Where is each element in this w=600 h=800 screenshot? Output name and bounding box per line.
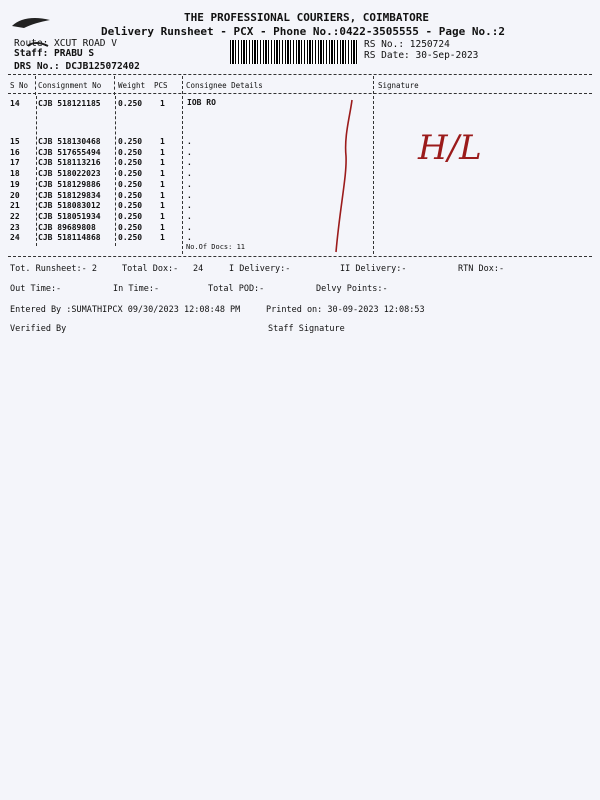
drs-number: DRS No.: DCJB125072402 <box>14 61 140 72</box>
row-pcs: 1 <box>160 169 165 179</box>
row-weight: 0.250 <box>118 147 143 157</box>
in-time: In Time:- <box>113 284 160 294</box>
col-sep <box>373 76 374 254</box>
staff-label: Staff: PRABU S <box>14 48 95 59</box>
row-consignment: CJB 518114868 <box>38 233 101 243</box>
table-row <box>8 211 188 222</box>
total-pod: Total POD:- <box>208 284 265 294</box>
row-sno: 19 <box>10 179 20 189</box>
row-consignment: CJB 518022023 <box>38 169 101 179</box>
row-sno: 22 <box>10 211 20 221</box>
table-row <box>8 157 188 168</box>
consignee-placeholder: . <box>187 137 192 146</box>
delvy-points: Delvy Points:- <box>316 284 388 294</box>
table-row <box>8 232 188 243</box>
row-weight: 0.250 <box>118 211 143 221</box>
row-weight: 0.250 <box>118 137 143 146</box>
row-weight: 0.250 <box>118 222 143 232</box>
row-sno: 14 <box>10 99 20 108</box>
row-consignment: CJB 517655494 <box>38 147 101 157</box>
table-row <box>8 190 188 201</box>
row-consignment: CJB 89689808 <box>38 222 96 232</box>
i-delivery: I Delivery:- <box>229 264 291 274</box>
consignee-placeholder: . <box>187 222 192 232</box>
col-header-consignee: Consignee Details <box>186 81 263 90</box>
total-dox-label: Total Dox:- <box>122 264 179 274</box>
consignee-placeholder: . <box>187 147 192 157</box>
row-pcs: 1 <box>160 158 165 168</box>
col-sep <box>114 76 115 95</box>
col-header-weight: Weight <box>118 81 146 90</box>
handwritten-note: H/L <box>418 128 482 168</box>
row-weight: 0.250 <box>118 99 143 108</box>
table-row <box>8 179 188 190</box>
row-weight: 0.250 <box>118 179 143 189</box>
row-pcs: 1 <box>160 201 165 211</box>
no-of-docs: No.Of Docs: 11 <box>186 243 246 251</box>
row-pcs: 1 <box>160 137 165 146</box>
route-label: Route: XCUT ROAD V <box>14 38 117 49</box>
row-consignment: CJB 518113216 <box>38 158 101 168</box>
col-header-signature: Signature <box>378 81 419 90</box>
row-pcs: 1 <box>160 222 165 232</box>
row-weight: 0.250 <box>118 158 143 168</box>
row-weight: 0.250 <box>118 190 143 200</box>
table-bottom-rule <box>8 256 592 257</box>
col-sep <box>35 76 36 95</box>
row-sno: 17 <box>10 158 20 168</box>
table-top-rule <box>8 74 592 75</box>
row-consignment: CJB 518121185 <box>38 99 101 108</box>
row-weight: 0.250 <box>118 233 143 243</box>
consignee-placeholder: . <box>187 158 192 168</box>
runsheet-subtitle: Delivery Runsheet - PCX - Phone No.:0422-3505555 - Page No.:2 <box>101 25 505 38</box>
entered-by: Entered By :SUMATHIPCX 09/30/2023 12:08:48 PM <box>10 305 241 315</box>
out-time: Out Time:- <box>10 284 62 294</box>
col-header-sno: S No <box>10 81 29 90</box>
company-title: THE PROFESSIONAL COURIERS, COIMBATORE <box>184 11 430 24</box>
printed-on: Printed on: 30-09-2023 12:08:53 <box>266 305 425 315</box>
row-pcs: 1 <box>160 99 165 108</box>
row-pcs: 1 <box>160 179 165 189</box>
consignee-placeholder: . <box>187 169 192 179</box>
table-row <box>8 200 188 211</box>
row-consignment: CJB 518129834 <box>38 190 101 200</box>
row-consignment: CJB 518083012 <box>38 201 101 211</box>
rs-date: RS Date: 30-Sep-2023 <box>364 50 479 61</box>
consignee-placeholder: . <box>187 179 192 189</box>
row-consignee: IOB RO <box>187 98 216 107</box>
col-header-pcs: PCS <box>154 81 168 90</box>
row-consignment: CJB 518051934 <box>38 211 101 221</box>
tot-runsheet: Tot. Runsheet:- 2 <box>10 264 97 274</box>
row-pcs: 1 <box>160 233 165 243</box>
row-weight: 0.250 <box>118 169 143 179</box>
row-pcs: 1 <box>160 147 165 157</box>
consignee-placeholder: . <box>187 211 192 221</box>
ii-delivery: II Delivery:- <box>340 264 407 274</box>
table-row <box>8 168 188 179</box>
barcode <box>230 40 358 64</box>
table-row <box>8 147 188 158</box>
row-sno: 16 <box>10 147 20 157</box>
row-consignment: CJB 518130468 <box>38 137 101 146</box>
signature-stroke <box>320 96 370 256</box>
staff-signature-label: Staff Signature <box>268 324 345 334</box>
row-sno: 21 <box>10 201 20 211</box>
row-sno: 18 <box>10 169 20 179</box>
row-sno: 15 <box>10 137 20 146</box>
table-row <box>8 98 188 109</box>
consignee-placeholder: . <box>187 201 192 211</box>
consignee-placeholder: . <box>187 233 192 243</box>
col-header-consignment: Consignment No <box>38 81 102 90</box>
table-header-rule <box>8 93 592 94</box>
total-dox-value: 24 <box>193 264 204 274</box>
table-row <box>8 222 188 233</box>
row-consignment: CJB 518129886 <box>38 179 101 189</box>
verified-by: Verified By <box>10 324 67 334</box>
row-sno: 24 <box>10 233 20 243</box>
rtn-dox: RTN Dox:- <box>458 264 505 274</box>
row-weight: 0.250 <box>118 201 143 211</box>
row-sno: 20 <box>10 190 20 200</box>
row-sno: 23 <box>10 222 20 232</box>
consignee-placeholder: . <box>187 190 192 200</box>
rs-number: RS No.: 1250724 <box>364 39 450 50</box>
row-pcs: 1 <box>160 211 165 221</box>
table-row <box>8 136 188 147</box>
row-pcs: 1 <box>160 190 165 200</box>
